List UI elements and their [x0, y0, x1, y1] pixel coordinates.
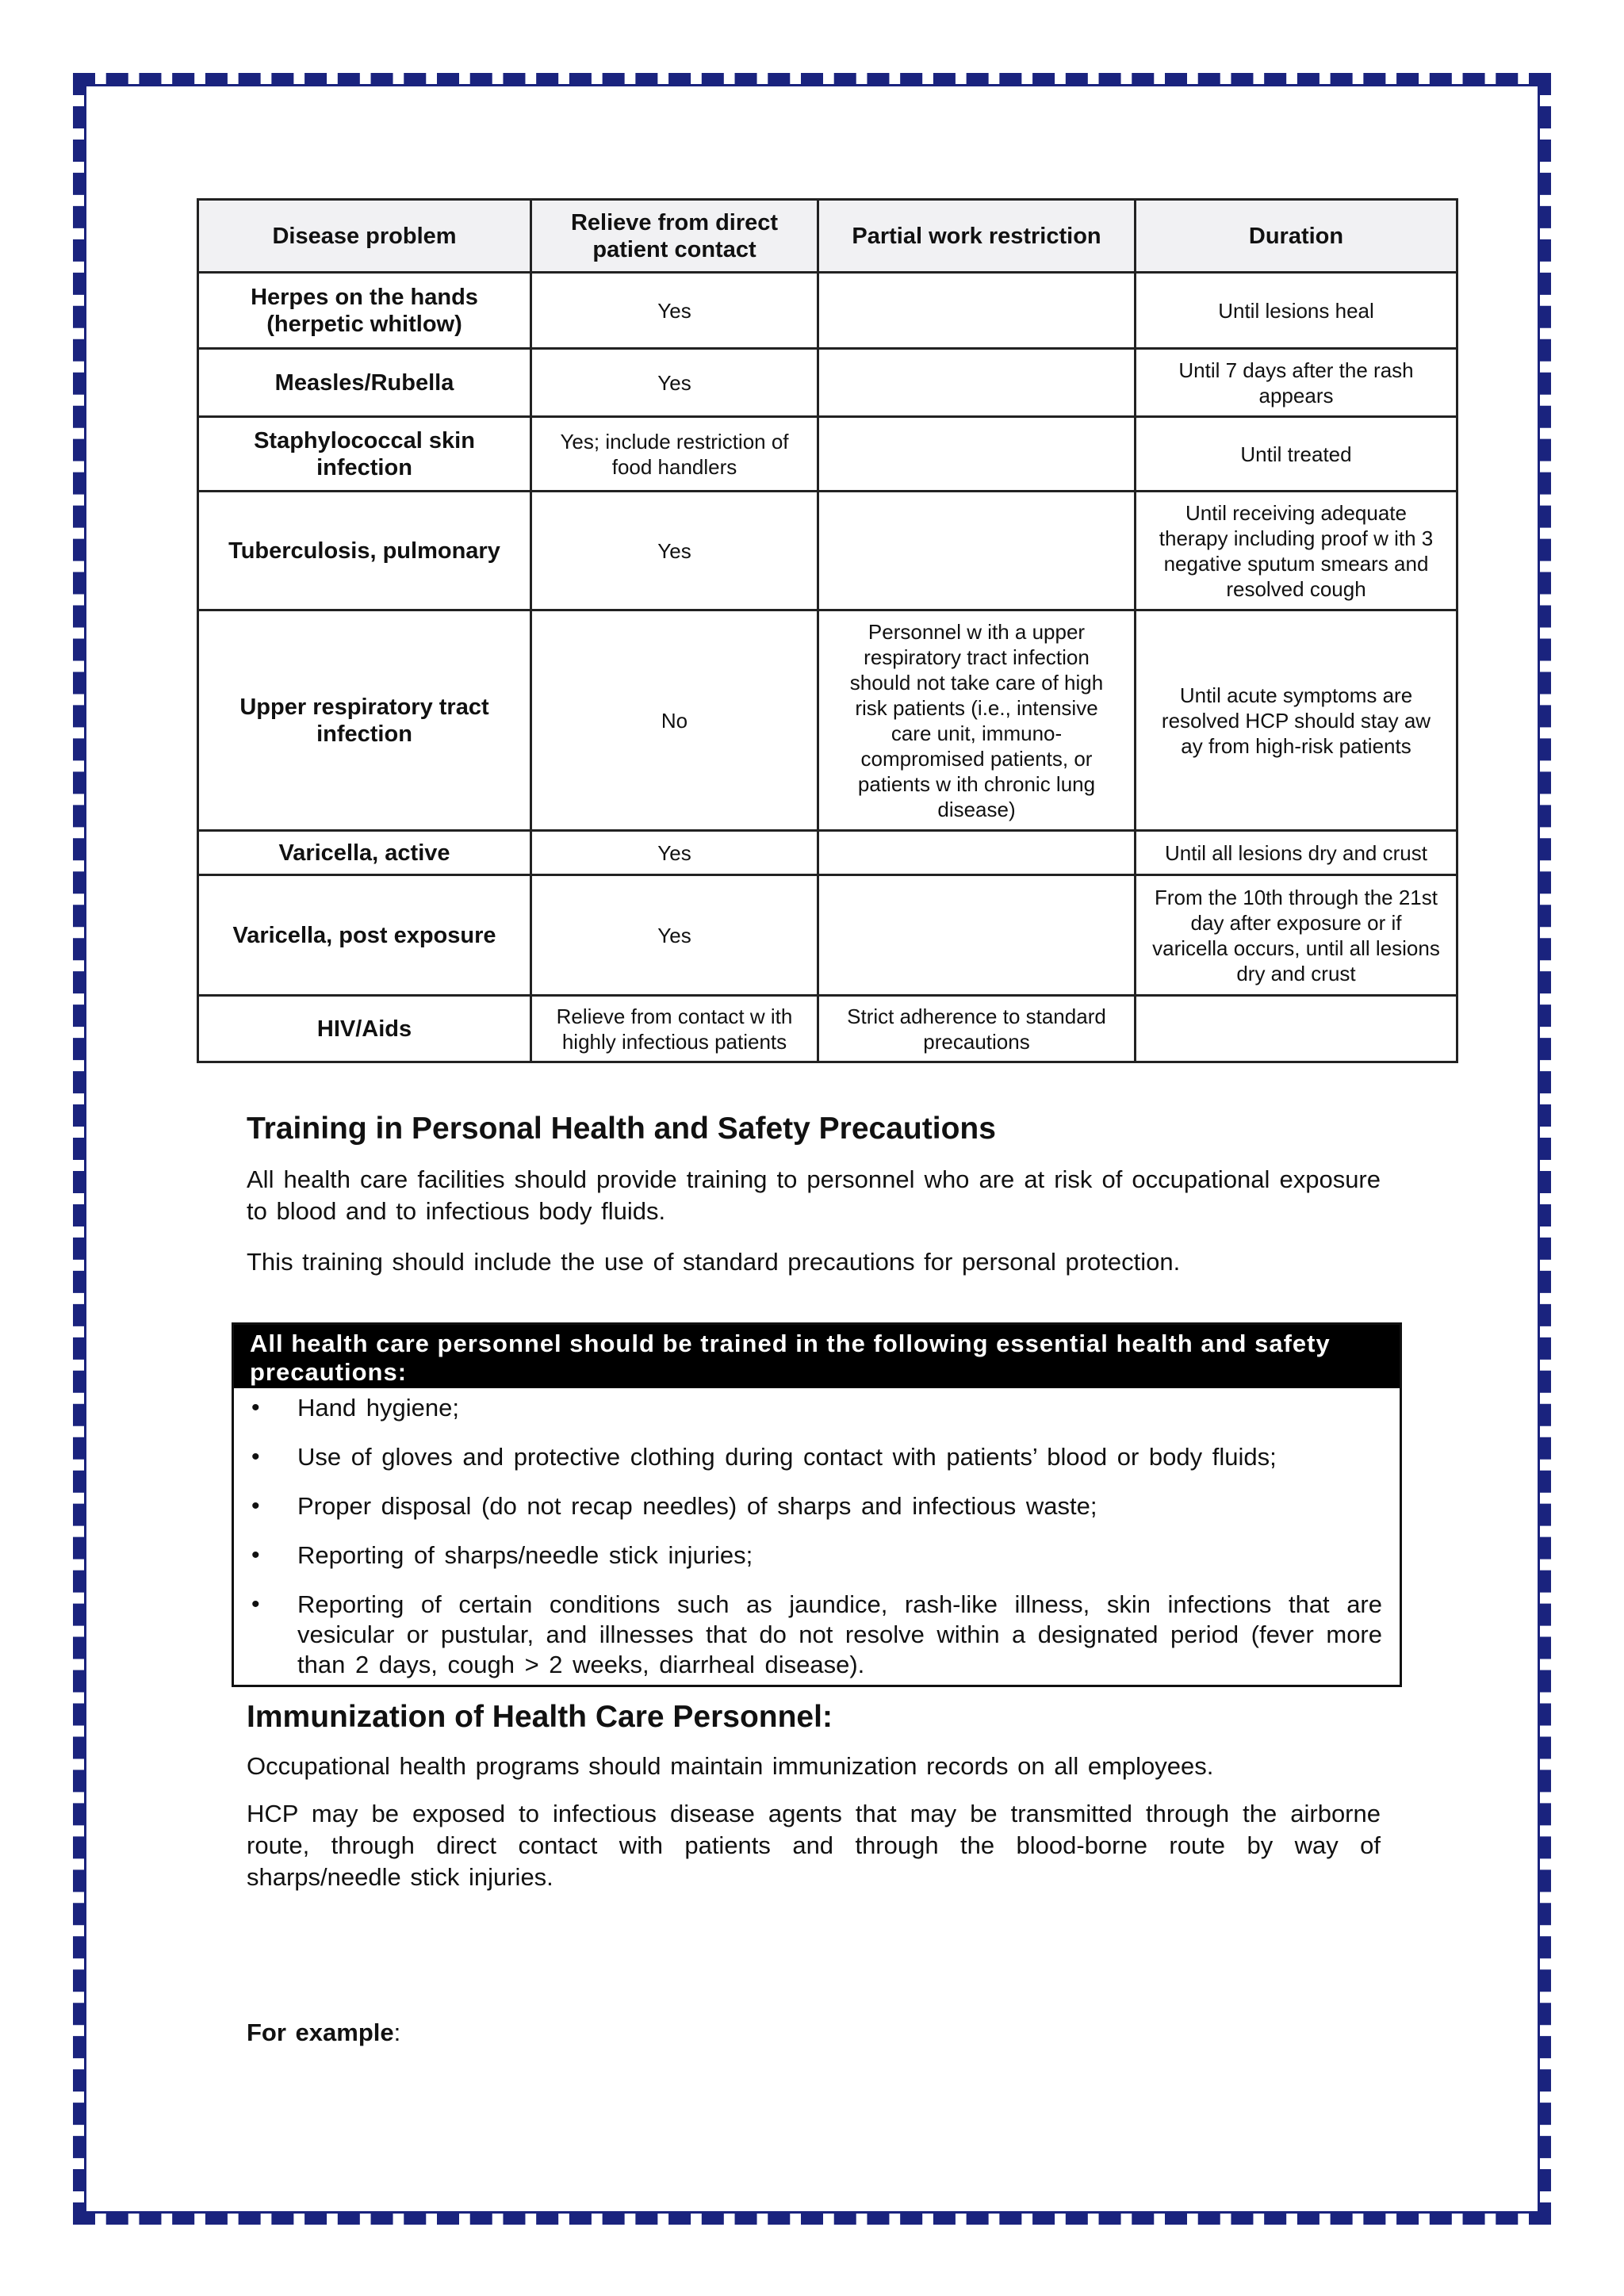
bullet-icon: • — [251, 1395, 260, 1421]
immunization-heading: Immunization of Health Care Personnel: — [247, 1700, 833, 1734]
disease-cell: Herpes on the hands (herpetic whitlow) — [198, 273, 531, 349]
relieve-cell: No — [531, 610, 818, 831]
disease-restriction-table — [197, 198, 1458, 1063]
list-item: • Reporting of sharps/needle stick injuries; — [251, 1541, 753, 1569]
relieve-cell: Yes — [531, 349, 818, 417]
list-item: • Hand hygiene; — [251, 1394, 459, 1422]
table-row — [198, 273, 1457, 349]
disease-cell: Tuberculosis, pulmonary — [198, 492, 531, 610]
disease-cell: Staphylococcal skin infection — [198, 417, 531, 492]
precautions-box — [232, 1322, 1402, 1687]
table-header-row — [198, 200, 1457, 273]
disease-cell: Upper respiratory tract infection — [198, 610, 531, 831]
disease-cell: HIV/Aids — [198, 996, 531, 1062]
partial-cell — [818, 417, 1136, 492]
relieve-cell: Yes — [531, 492, 818, 610]
training-heading: Training in Personal Health and Safety Precautions — [247, 1112, 996, 1146]
precautions-box-heading: All health care personnel should be trained in the following essential health and safety precautions: — [234, 1325, 1400, 1388]
duration-cell: Until 7 days after the rash appears — [1136, 349, 1457, 417]
training-paragraph-2: This training should include the use of standard precautions for personal protection. — [247, 1248, 1181, 1276]
table-row — [198, 349, 1457, 417]
disease-cell: Varicella, post exposure — [198, 875, 531, 996]
for-example-label: For example — [247, 2019, 394, 2046]
partial-cell — [818, 349, 1136, 417]
partial-cell — [818, 875, 1136, 996]
header-disease-problem: Disease problem — [198, 200, 531, 273]
list-item: • Proper disposal (do not recap needles) of sharps and infectious waste; — [251, 1492, 1097, 1520]
header-partial-restriction: Partial work restriction — [818, 200, 1136, 273]
relieve-cell: Relieve from contact w ith highly infectious patients — [531, 996, 818, 1062]
relieve-cell: Yes — [531, 273, 818, 349]
disease-cell: Measles/Rubella — [198, 349, 531, 417]
relieve-cell: Yes — [531, 875, 818, 996]
immunization-paragraph-2: HCP may be exposed to infectious disease agents that may be transmitted through the airborne route, through direct contact with patients and through the blood-borne route by way of sharps/needle stick injuries. — [247, 1800, 1381, 1891]
training-paragraph-1: All health care facilities should provide training to personnel who are at risk of occupational exposure to blood and to infectious body fluids. — [247, 1165, 1381, 1225]
duration-cell: Until acute symptoms are resolved HCP should stay aw ay from high-risk patients — [1136, 610, 1457, 831]
table-row — [198, 610, 1457, 831]
bullet-icon: • — [251, 1493, 260, 1519]
table-row — [198, 417, 1457, 492]
bullet-icon: • — [251, 1591, 260, 1617]
partial-cell — [818, 831, 1136, 875]
duration-cell: From the 10th through the 21st day after exposure or if varicella occurs, until all lesions dry and crust — [1136, 875, 1457, 996]
bullet-icon: • — [251, 1542, 260, 1568]
bullet-icon: • — [251, 1444, 260, 1470]
header-duration: Duration — [1136, 200, 1457, 273]
precautions-list — [234, 1393, 1400, 1680]
relieve-cell: Yes — [531, 831, 818, 875]
duration-cell: Until treated — [1136, 417, 1457, 492]
partial-cell — [818, 273, 1136, 349]
duration-cell — [1136, 996, 1457, 1062]
immunization-paragraph-1: Occupational health programs should maintain immunization records on all employees. — [247, 1752, 1214, 1780]
for-example-line — [247, 2017, 1381, 2049]
for-example-colon: : — [393, 2019, 401, 2046]
partial-cell: Personnel w ith a upper respiratory tract infection should not take care of high risk patients (i.e., intensive care unit, immuno-compromised patients, or patients w ith chronic lung disease) — [818, 610, 1136, 831]
table-row — [198, 831, 1457, 875]
disease-cell: Varicella, active — [198, 831, 531, 875]
table-row — [198, 875, 1457, 996]
duration-cell: Until lesions heal — [1136, 273, 1457, 349]
duration-cell: Until receiving adequate therapy including proof w ith 3 negative sputum smears and resolved cough — [1136, 492, 1457, 610]
list-item: • Use of gloves and protective clothing during contact with patients’ blood or body fluids; — [251, 1443, 1277, 1471]
partial-cell — [818, 492, 1136, 610]
list-item: • Reporting of certain conditions such as jaundice, rash-like illness, skin infections that are vesicular or pustular, and illnesses that do not resolve within a designated period (fever more than 2 days, cough > 2 weeks, diarrheal disease). — [251, 1590, 1382, 1678]
table-row — [198, 996, 1457, 1062]
partial-cell: Strict adherence to standard precautions — [818, 996, 1136, 1062]
duration-cell: Until all lesions dry and crust — [1136, 831, 1457, 875]
relieve-cell: Yes; include restriction of food handlers — [531, 417, 818, 492]
table-row — [198, 492, 1457, 610]
header-relieve-contact: Relieve from direct patient contact — [531, 200, 818, 273]
